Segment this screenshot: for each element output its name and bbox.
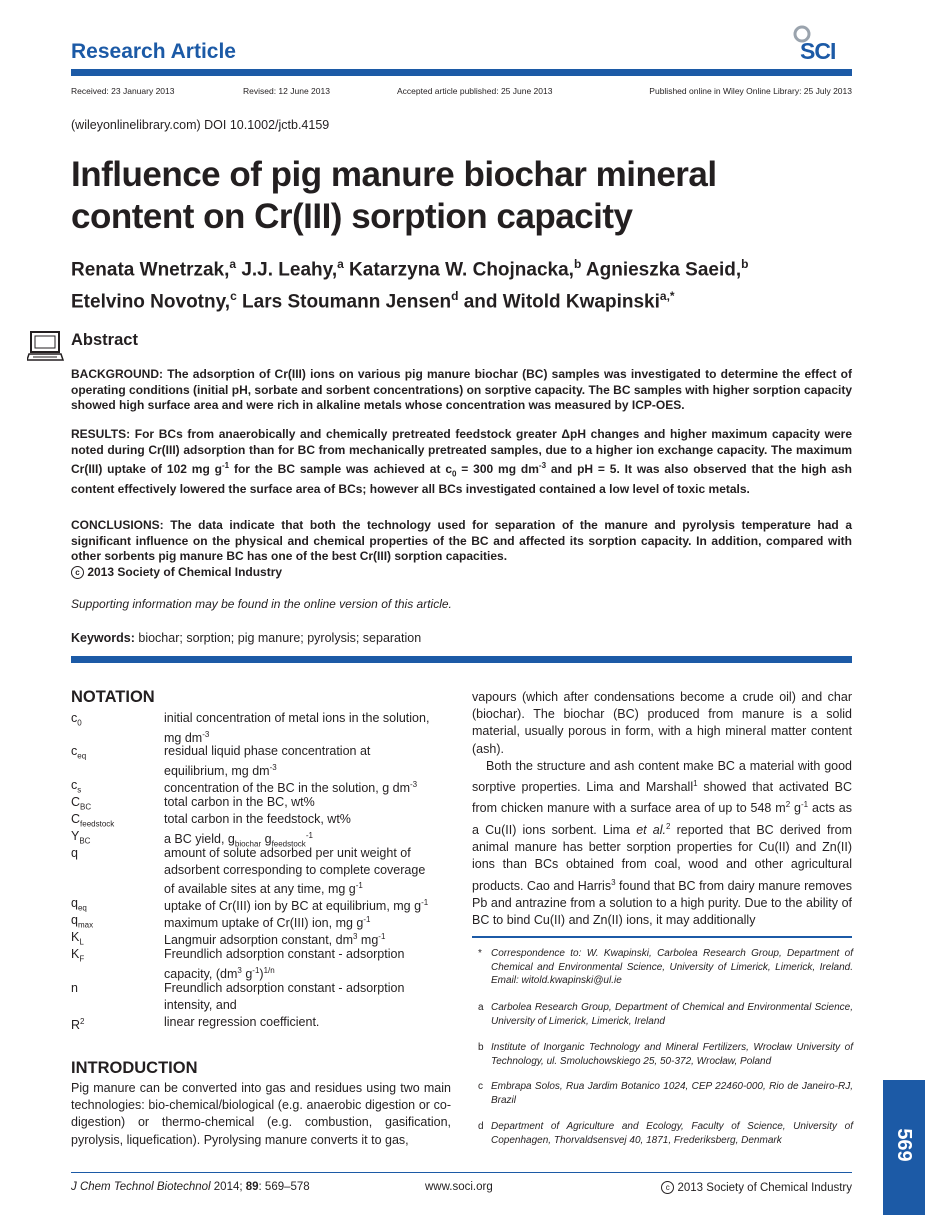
page-number: 569: [893, 1128, 915, 1162]
footnote-affiliation-c: c Embrapa Solos, Rua Jardim Botanico 1024, CEP 22460-000, Rio de Janeiro-RJ, Brazil: [478, 1081, 853, 1106]
introduction-left-text: Pig manure can be converted into gas and residues using two main technologies: bio-chemical/biological (e.g. anaerobic digestion or co-digestion) or thermo-chemical (e.g. combustion, gasification, pyrolysis, liquefication). Pyrolysing manure converts it to gas,: [71, 1081, 451, 1147]
author-line-1: Renata Wnetrzak,$^a$ J.J. Leahy,$^a$ Katarzyna W. Chojnacka,$^b$ Agnieszka Saeid,$^b$: [71, 257, 749, 281]
abstract-background: BACKGROUND: The adsorption of Cr(III) ions on various pig manure biochar (BC) samples was investigated to determine the effect of operating conditions (initial pH, sorbate and sorbent concentrations) on sorptive capacity. The BC samples with higher sorption capacity showed high surface area and were rich in alkaline metals whose concentration was measured by ICP-OES.: [71, 367, 852, 412]
footnote-rule: [472, 936, 852, 938]
author-line-2: Etelvino Novotny,$^c$ Lars Stoumann Jensen$^d$ and Witold Kwapinski$^{a,*}$: [71, 289, 675, 313]
abstract-results: RESULTS: For BCs from anaerobically and chemically pretreated feedstock greater ΔpH changes and higher maximum capacity were noted during Cr(III) adsorption than for BC from mechanically pretreated samples, due to a higher ion exchange capacity. The maximum Cr(III) uptake of 102 mg $g^{-1}$ for the BC sample was achieved at $c_0 = 300$ mg $dm^{-3}$ and pH = 5. It was also observed that the high ash content effectively lowered the surface area of BCs; however all BCs investigated contained a low level of toxic metals.: [71, 427, 853, 496]
abstract-conclusions: CONCLUSIONS: The data indicate that both the technology used for separation of the manure and pyrolysis temperature had a significant influence on the physical and chemical properties of the BC and affected its sorption capacity. In addition, compared with other sorbents pig manure BC has one of the best Cr(III) sorption capacities. c 2013 Society of Chemical Industry: [71, 518, 852, 579]
article-title: [71, 154, 851, 238]
introduction-right-text: vapours (which after condensations become a crude oil) and char (biochar). The biochar (BC) produced from manure is a solid material, usually porous in form, with a high mineral matter content (ash). Both the structure and ash content make BC a material with good sorptive properties. Lima and Marshall$^1$ showed that activated BC from chicken manure with a surface area of up to 548 $m^2$ $g^{-1}$ acts as a Cu(II) ions sorbent. Lima et al.$^2$ reported that BC derived from animal manure has better sorption properties for Cu(II) and Zn(II) ions than BCs obtained from coal, wood and other agricultural products. Cao and Harris$^3$ found that BC from dairy manure removes Pb and antrazine from a solution to a high purity. Due to the ability of BC to bind Cu(II) and Zn(II) ions, it may additionally: [472, 690, 853, 928]
doi-line: (wileyonlinelibrary.com) DOI 10.1002/jctb.4159: [71, 118, 330, 132]
header-rule: [71, 69, 852, 76]
abstract-heading: Abstract: [71, 331, 138, 349]
notation-heading: NOTATION: [71, 688, 155, 706]
accepted-date: Accepted article published: 25 June 2013: [397, 86, 553, 96]
footnote-affiliation-d: d Department of Agriculture and Ecology, Faculty of Science, University of Copenhagen, Thorvaldsensvej 40, 1871, Frederiksberg, Denmark: [478, 1121, 853, 1146]
sci-logo: [788, 22, 854, 64]
title-line-1: Influence of pig manure biochar mineral: [71, 155, 717, 194]
copyright-symbol: c: [661, 1181, 674, 1194]
received-date: Received: 23 January 2013: [71, 86, 175, 96]
author-list: [71, 251, 861, 316]
computer-icon: [27, 330, 65, 371]
published-date: Published online in Wiley Online Library: 25 July 2013: [649, 86, 852, 96]
abstract-rule: [71, 656, 852, 663]
footer-copyright: c 2013 Society of Chemical Industry: [661, 1181, 852, 1194]
footer-url[interactable]: www.soci.org: [425, 1181, 493, 1193]
footnote-affiliation-a: a Carbolea Research Group, Department of Chemical and Environmental Science, University of Limerick, Limerick, Ireland: [478, 1002, 853, 1027]
footnote-correspondence: * Correspondence to: W. Kwapinski, Carbolea Research Group, Department of Chemical and Environmental Science, University of Limerick, Limerick, Ireland. Email: witold.kwapinski@ul.ie: [478, 948, 853, 986]
copyright-symbol: c: [71, 566, 84, 579]
keywords: Keywords: biochar; sorption; pig manure; pyrolysis; separation: [71, 631, 422, 645]
footer-citation: J Chem Technol Biotechnol 2014; 89: 569–578: [71, 1181, 310, 1193]
sci-logo-text: SCI: [800, 38, 836, 64]
footnote-affiliation-b: b Institute of Inorganic Technology and Mineral Fertilizers, Wrocław University of Technology, ul. Smoluchowskiego 25, 50-372, Wrocław, Poland: [478, 1042, 853, 1067]
revised-date: Revised: 12 June 2013: [243, 86, 330, 96]
section-label: Research Article: [71, 40, 236, 63]
introduction-heading: INTRODUCTION: [71, 1059, 198, 1077]
footer-rule: [71, 1172, 852, 1173]
supporting-info: Supporting information may be found in the online version of this article.: [71, 597, 452, 611]
title-line-2: content on Cr(III) sorption capacity: [71, 197, 633, 236]
